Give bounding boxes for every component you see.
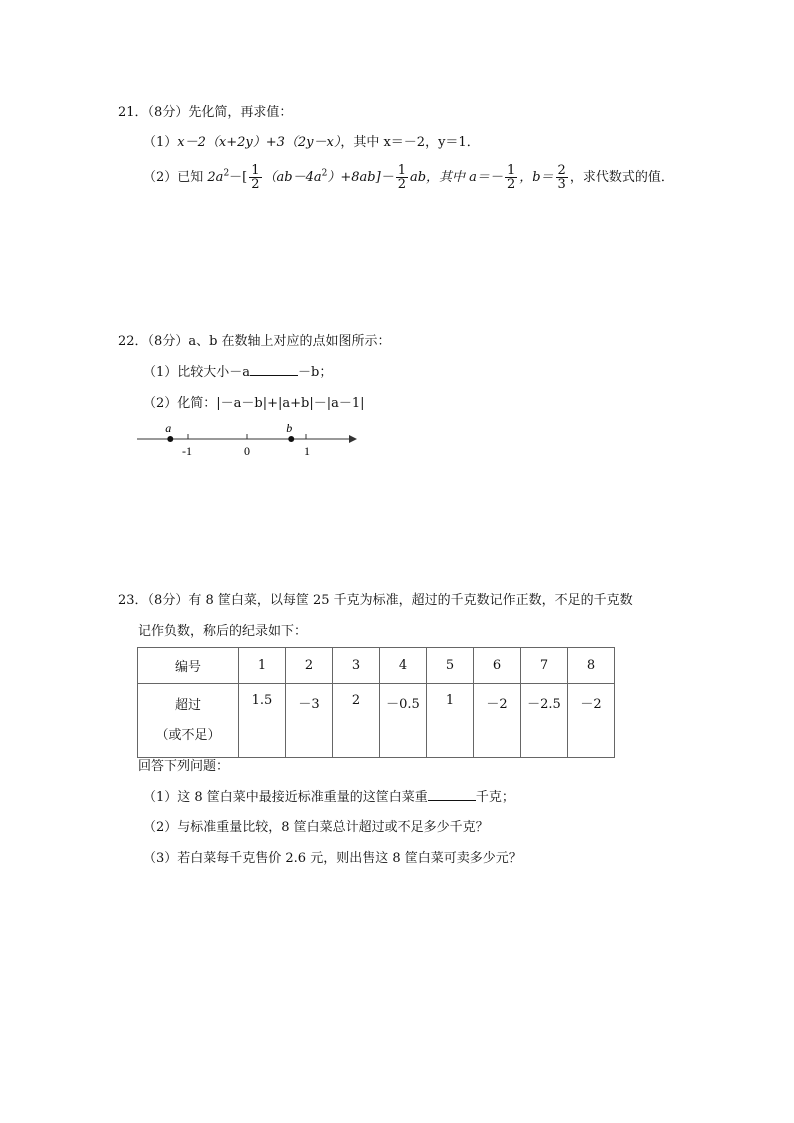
fraction-3: $\frac{1}{2}$ — [506, 163, 516, 192]
table-cell: 1 — [239, 648, 286, 684]
q21-part1 — [143, 134, 480, 152]
table-row — [138, 684, 615, 758]
q22-header: 22．（8分）a、b 在数轴上对应的点如图所示： — [118, 334, 391, 349]
table-row — [138, 648, 615, 684]
table-cell: －3 — [286, 684, 333, 758]
q21-part1-number: （1） — [143, 135, 178, 150]
table-cell: 8 — [568, 648, 615, 684]
table-cell: 1.5 — [239, 684, 286, 758]
table-cell: 5 — [427, 648, 474, 684]
table-header-excess: 超过 （或不足） — [138, 684, 239, 758]
q23-header-line2: 记作负数，称后的纪录如下： — [138, 624, 308, 639]
table-cell: －2.5 — [521, 684, 568, 758]
table-cell: 2 — [286, 648, 333, 684]
answer-intro: 回答下列问题： — [138, 759, 230, 774]
q23-part3: （3）若白菜每千克售价 2.6 元，则出售这 8 筐白菜可卖多少元？ — [143, 851, 522, 866]
answer-blank-1[interactable] — [250, 363, 298, 376]
point-a — [167, 436, 173, 442]
answer-blank-2[interactable] — [428, 788, 476, 801]
q21-part1-expression: x－2（x+2y）+3（2y－x） — [177, 135, 341, 150]
number-line-arrow — [349, 435, 357, 443]
table-cell: －0.5 — [380, 684, 427, 758]
q21-part2: （2）已知 $2a^2-$[ $\frac{1}{2}$ $(ab-4a^2)+8ab]-$ $\frac{1}{2}$ ab，其中 a＝－ $\frac{1}{2}$ ，b＝ $\frac{2}{3}$ ，求代数式的值． — [143, 163, 674, 192]
tick-label-one: 1 — [304, 444, 310, 458]
fraction-1: $\frac{1}{2}$ — [251, 163, 260, 192]
q21-header: 21．（8分）先化简，再求值： — [118, 105, 293, 120]
tick-label-minus-one: -1 — [182, 444, 192, 458]
table-cell: 2 — [333, 684, 380, 758]
table-cell: 7 — [521, 648, 568, 684]
table-cell: －2 — [568, 684, 615, 758]
tick-label-zero: 0 — [244, 444, 250, 458]
q23-header: 23．（8分）有 8 筐白菜，以每筐 25 千克为标准，超过的千克数记作正数，不足的千克数 — [118, 593, 633, 608]
q23-part2: （2）与标准重量比较，8 筐白菜总计超过或不足多少千克？ — [143, 820, 489, 835]
table-header-id: 编号 — [138, 648, 239, 684]
label-b: b — [286, 421, 293, 435]
q23-part1: （1）这 8 筐白菜中最接近标准重量的这筐白菜重 千克； — [143, 790, 515, 805]
record-table — [137, 647, 615, 758]
table-cell: 1 — [427, 684, 474, 758]
fraction-2: $\frac{1}{2}$ — [397, 163, 406, 192]
table-cell: 4 — [380, 648, 427, 684]
table-cell: 3 — [333, 648, 380, 684]
q22-part2: （2）化简：|－a－b|+|a+b|－|a－1| — [143, 396, 365, 411]
q22-part1: （1）比较大小－a －b； — [143, 365, 333, 380]
point-b — [288, 436, 294, 442]
table-cell: －2 — [474, 684, 521, 758]
number-line — [130, 418, 370, 463]
label-a: a — [165, 421, 172, 435]
q21-part1-condition: ，其中 x＝－2，y＝1． — [340, 135, 480, 150]
table-cell: 6 — [474, 648, 521, 684]
fraction-4: $\frac{2}{3}$ — [557, 163, 566, 192]
